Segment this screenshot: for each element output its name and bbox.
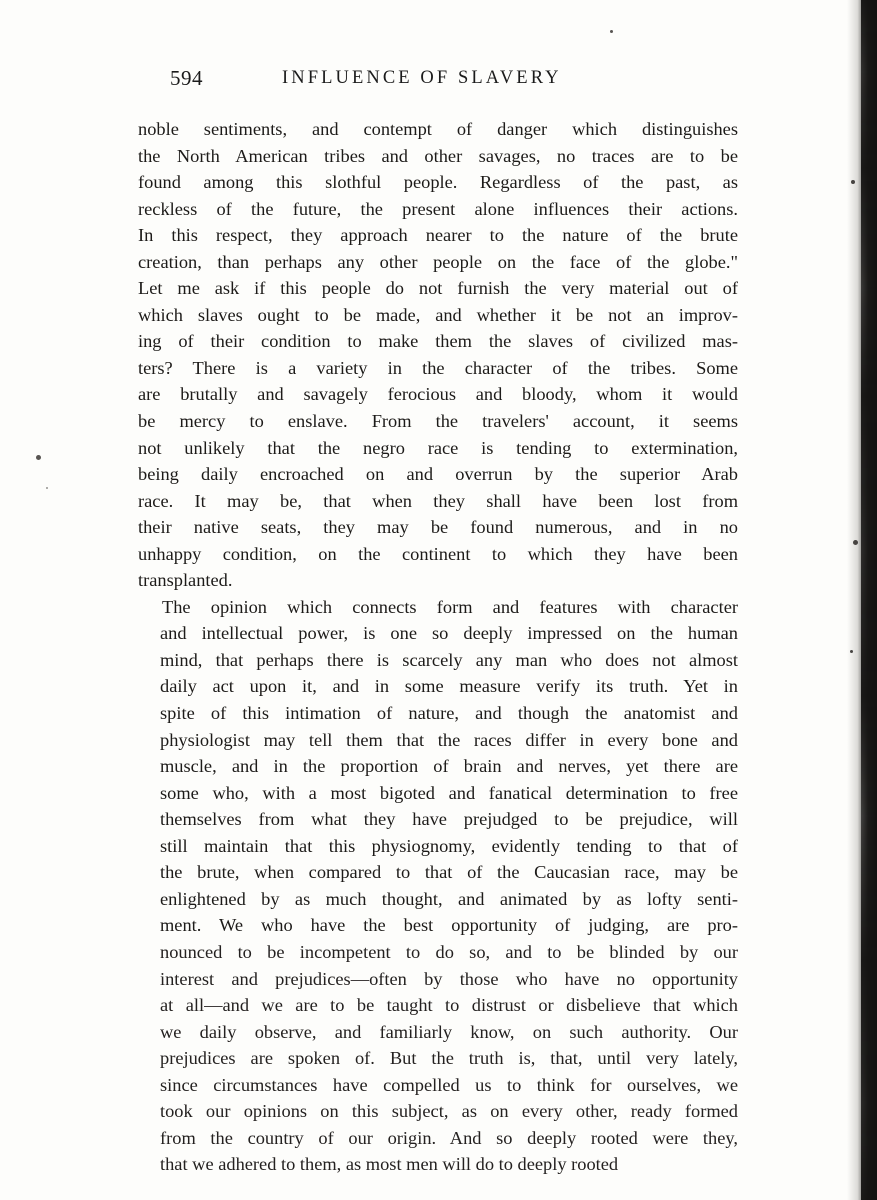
text-line: nounced to be incompetent to do so, and to be blinded by our — [160, 941, 738, 962]
text-line: The opinion which connects form and features with character — [162, 596, 738, 617]
scan-speck — [850, 650, 853, 653]
text-line: which slaves ought to be made, and whether it be not an improv- — [138, 304, 738, 325]
page-number: 594 — [170, 66, 203, 90]
text-line: spite of this intimation of nature, and though the anatomist and — [160, 703, 738, 724]
text-line: themselves from what they have prejudged to be prejudice, will — [160, 809, 738, 830]
text-line: unhappy condition, on the continent to which they have been — [138, 543, 738, 564]
text-line: creation, than perhaps any other people on the face of the globe." — [138, 251, 738, 272]
page-binding-shadow — [847, 0, 877, 1200]
text-line: ters? There is a variety in the character of the tribes. Some — [138, 357, 738, 378]
page-header — [112, 66, 757, 92]
text-line: daily act upon it, and in some measure verify its truth. Yet in — [160, 676, 738, 697]
text-line: In this respect, they approach nearer to the nature of the brute — [138, 225, 738, 246]
paragraph-2 — [138, 594, 738, 1178]
text-line: reckless of the future, the present alone influences their actions. — [138, 198, 738, 219]
text-line: at all—and we are to be taught to distrust or disbelieve that which — [160, 995, 738, 1016]
text-line: from the country of our origin. And so deeply rooted were they, — [160, 1127, 738, 1148]
text-line: Let me ask if this people do not furnish the very material out of — [138, 278, 738, 299]
text-line: mind, that perhaps there is scarcely any man who does not almost — [160, 649, 738, 670]
text-line: and intellectual power, is one so deeply impressed on the human — [160, 623, 738, 644]
text-line: muscle, and in the proportion of brain and nerves, yet there are — [160, 756, 738, 777]
text-line: still maintain that this physiognomy, evidently tending to that of — [160, 835, 738, 856]
text-line: that we adhered to them, as most men will do to deeply rooted — [160, 1154, 619, 1175]
text-line: not unlikely that the negro race is tending to extermination, — [138, 437, 738, 458]
running-head: INFLUENCE OF SLAVERY — [282, 68, 562, 88]
text-line: race. It may be, that when they shall have been lost from — [138, 490, 738, 511]
text-line: noble sentiments, and contempt of danger which distinguishes — [138, 119, 738, 139]
text-line: being daily encroached on and overrun by the superior Arab — [138, 464, 738, 485]
scan-speck — [610, 30, 613, 33]
page-body — [138, 116, 738, 1178]
scan-speck — [46, 487, 48, 489]
text-line: we daily observe, and familiarly know, on such authority. Our — [160, 1021, 738, 1042]
text-line: enlightened by as much thought, and animated by as lofty senti- — [160, 888, 738, 909]
text-line: the brute, when compared to that of the Caucasian race, may be — [160, 862, 738, 883]
text-line: some who, with a most bigoted and fanatical determination to free — [160, 782, 738, 803]
scan-speck — [851, 180, 855, 184]
text-line: their native seats, they may be found numerous, and in no — [138, 517, 738, 538]
scan-speck — [853, 540, 858, 545]
text-line: be mercy to enslave. From the travelers' account, it seems — [138, 411, 738, 432]
text-line: found among this slothful people. Regardless of the past, as — [138, 172, 738, 193]
text-line: prejudices are spoken of. But the truth is, that, until very lately, — [160, 1048, 738, 1069]
text-line: physiologist may tell them that the races differ in every bone and — [160, 729, 738, 750]
text-line: since circumstances have compelled us to think for ourselves, we — [160, 1074, 738, 1095]
text-line: transplanted. — [138, 570, 233, 591]
text-line: are brutally and savagely ferocious and bloody, whom it would — [138, 384, 738, 405]
text-line: the North American tribes and other savages, no traces are to be — [138, 145, 738, 166]
text-line: ing of their condition to make them the slaves of civilized mas- — [138, 331, 738, 352]
text-line: took our opinions on this subject, as on every other, ready formed — [160, 1101, 738, 1122]
text-line: ment. We who have the best opportunity of judging, are pro- — [160, 915, 738, 936]
text-line: interest and prejudices—often by those who have no opportunity — [160, 968, 738, 989]
paragraph-1 — [138, 116, 738, 594]
scan-speck — [36, 455, 41, 460]
